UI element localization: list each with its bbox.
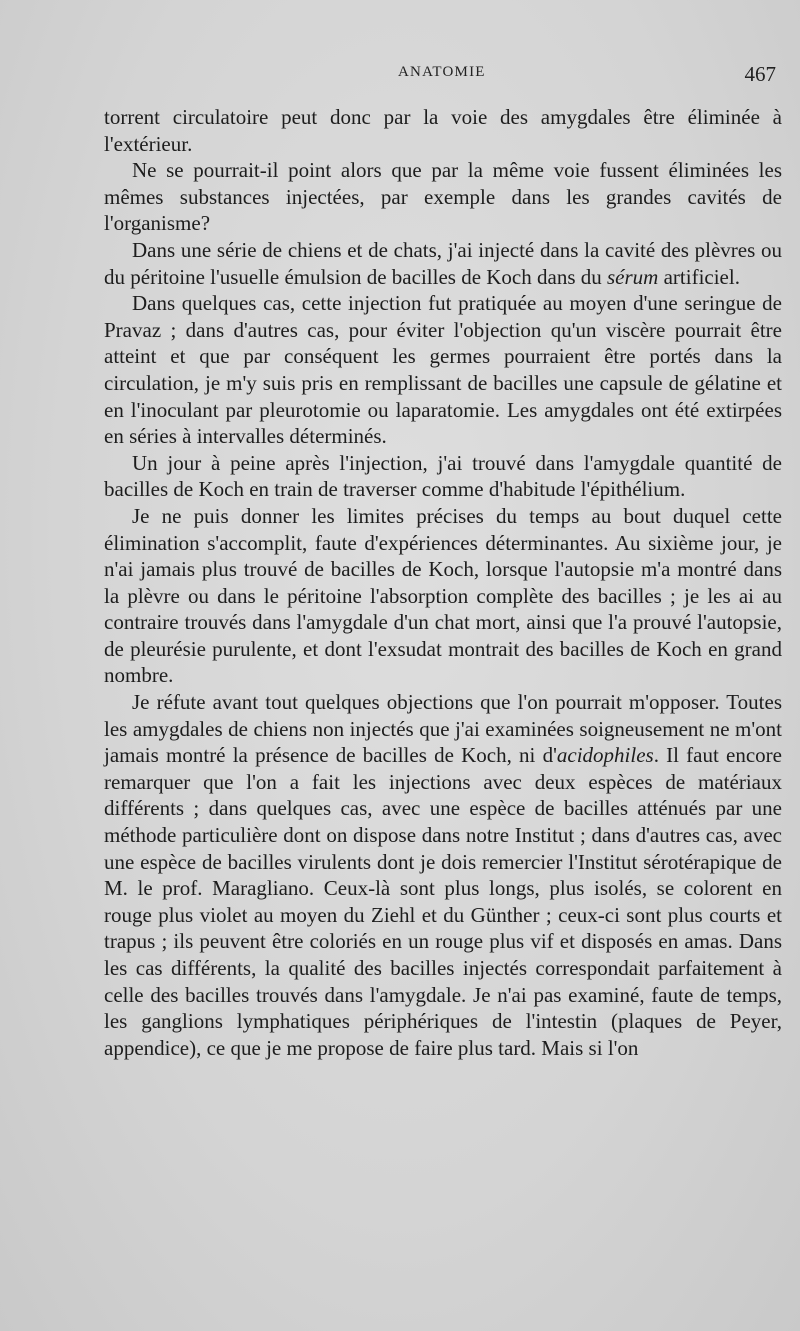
paragraph (104, 290, 782, 450)
paragraph (104, 237, 782, 290)
body-text (104, 104, 782, 1061)
paragraph (104, 104, 782, 157)
text-run: Dans quelques cas, cette injection fut pratiquée au moyen d'une seringue de Pravaz ; dans d'autres cas, pour éviter l'objection qu'un viscère pourrait être atteint et que par conséquent les germes pourraient être portés dans la circulation, je m'y suis pris en remplissant de bacilles une capsule de gélatine et en l'inoculant par pleurotomie ou laparatomie. Les amygdales ont été extirpées en séries à intervalles déterminés. (104, 291, 782, 449)
paragraph (104, 689, 782, 1061)
text-run: Ne se pourrait-il point alors que par la même voie fussent éliminées les mêmes substances injectées, par exemple dans les grandes cavités de l'organisme? (104, 158, 782, 236)
paragraph (104, 450, 782, 503)
text-run: Dans une série de chiens et de chats, j'ai injecté dans la cavité des plèvres ou du péritoine l'usuelle émulsion de bacilles de Koch dans du (104, 237, 782, 289)
paragraph (104, 503, 782, 689)
paragraph (104, 157, 782, 237)
text-run: Je ne puis donner les limites précises du temps au bout duquel cette élimination s'accomplit, faute d'expériences déterminantes. Au sixième jour, je n'ai jamais plus trouvé de bacilles de Koch, lorsque l'autopsie m'a montré dans la plèvre ou dans le péritoine l'absorption complète des bacilles ; je les ai au contraire trouvés dans l'amygdale d'un chat mort, ainsi que l'a prouvé l'autopsie, de pleurésie purulente, et dont l'exsudat montrait des bacilles de Koch en grand nombre. (104, 503, 782, 688)
running-head (0, 62, 800, 86)
text-run: Je réfute avant tout quelques objections que l'on pourrait m'opposer. Toutes les amygdales de chiens non injectés que j'ai examinées soigneusement ne m'ont jamais montré la présence de bacilles de Koch, ni d' (104, 690, 782, 768)
italic-term: acidophiles (556, 743, 654, 768)
text-run: Un jour à peine après l'injection, j'ai trouvé dans l'amygdale quantité de bacilles de Koch en train de traverser comme d'habitude l'épithélium. (104, 450, 782, 502)
text-run: . Il faut encore remarquer que l'on a fait les injections avec deux espèces de matériaux différents ; dans quelques cas, avec une espèce de bacilles atténués par une méthode particulière dont on dispose dans notre Institut ; dans d'autres cas, avec une espèce de bacilles virulents dont je dois remercier l'Institut sérotérapique de M. le prof. Maragliano. Ceux-là sont plus longs, plus isolés, se colorent en rouge plus violet au moyen du Ziehl et du Günther ; ceux-ci sont plus courts et trapus ; ils peuvent être coloriés en un rouge plus vif et disposés en amas. Dans les cas différents, la qualité des bacilles injectés correspondait parfaitement à celle des bacilles trouvés dans l'amygdale. Je n'ai pas examiné, faute de temps, les ganglions lymphatiques périphériques de l'intestin (plaques de Peyer, appendice), ce que je me propose de faire plus tard. Mais si l'on (104, 743, 782, 1060)
running-title: ANATOMIE (398, 64, 486, 80)
text-run: torrent circulatoire peut donc par la voie des amygdales être éliminée à l'extérieur. (104, 105, 782, 156)
italic-term: sérum (607, 264, 659, 289)
text-run: artificiel. (658, 264, 740, 289)
page-number: 467 (744, 62, 776, 86)
